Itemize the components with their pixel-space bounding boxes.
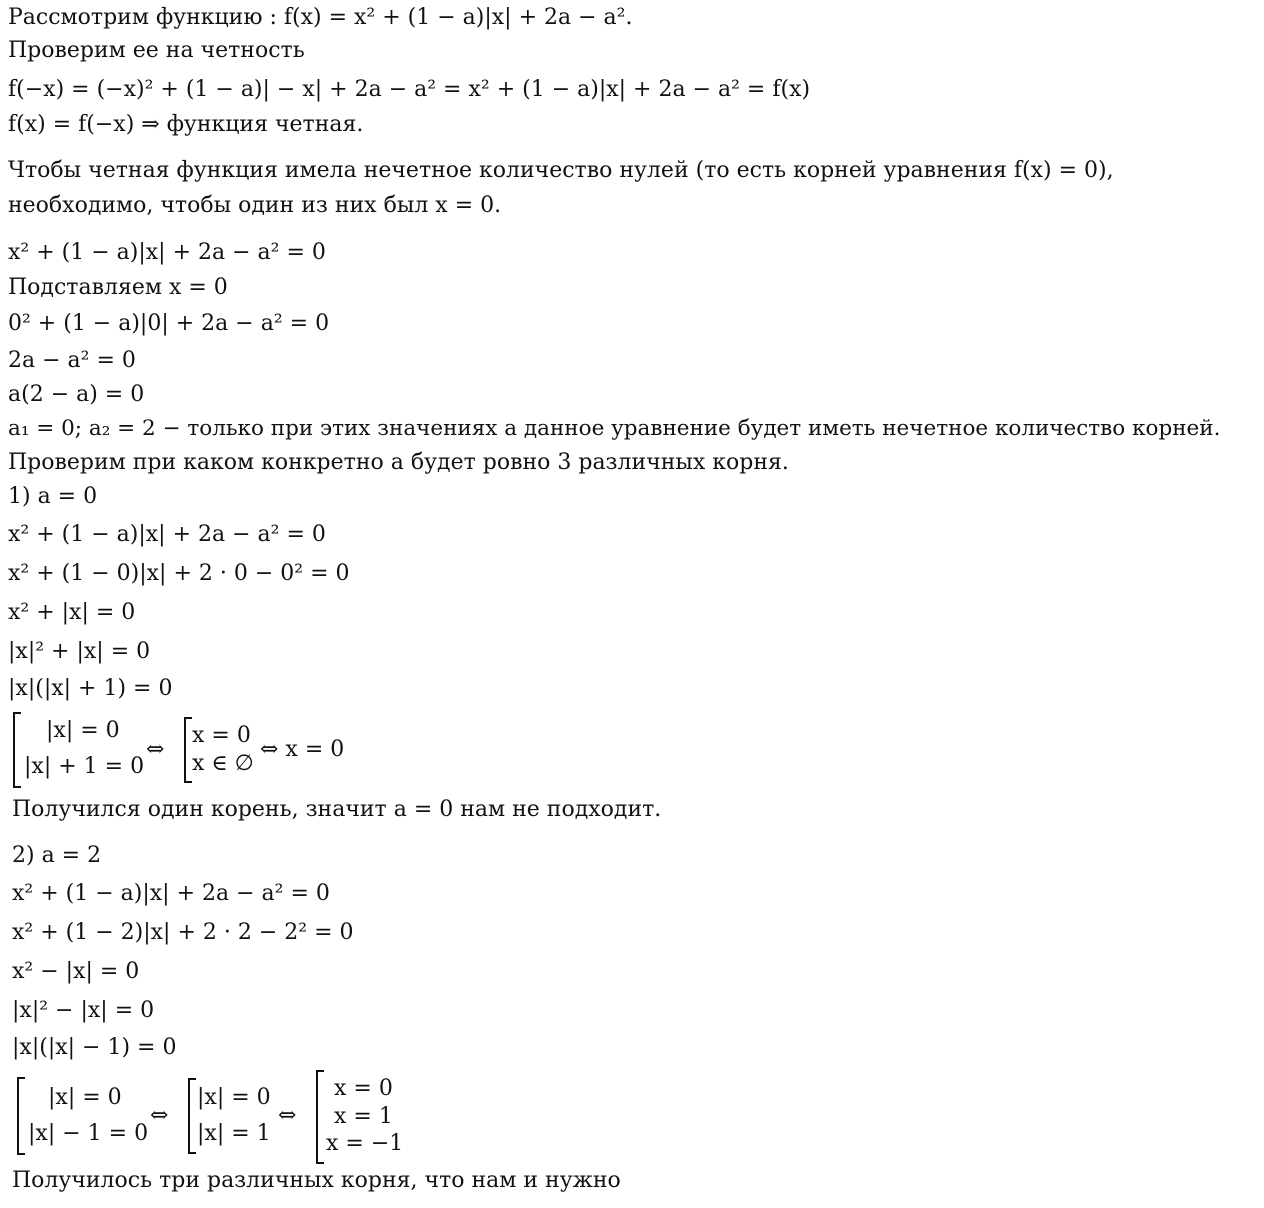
text-line: f(−x) = (−x)² + (1 − a)| − x| + 2a − a² = x² + (1 − a)|x| + 2a − a² = f(x) [8,77,811,102]
bracket [184,717,192,783]
system-row: x = 0 [192,723,251,748]
bracket [13,712,21,788]
bracket [188,1078,196,1154]
text-line: 0² + (1 − a)|0| + 2a − a² = 0 [8,311,330,336]
bracket [316,1070,324,1164]
equivalence-symbol: ⇔ [146,737,165,762]
bracket [17,1077,25,1155]
text-line: 1) a = 0 [8,484,98,509]
system-row: |x| = 0 [48,1085,122,1110]
text-line: f(x) = f(−x) ⇒ функция четная. [8,112,364,137]
text-line: |x|² + |x| = 0 [8,639,151,664]
system-row: x = 0 [334,1076,393,1101]
text-line: x² + (1 − 0)|x| + 2 · 0 − 0² = 0 [8,561,350,586]
equivalence-symbol: ⇔ [278,1103,297,1128]
system-row: |x| = 0 [46,718,120,743]
text-line: 2) a = 2 [12,843,102,868]
system-row: |x| + 1 = 0 [24,754,145,779]
text-line: Проверим ее на четность [8,38,305,63]
text-line: Проверим при каком конкретно а будет ровно 3 различных корня. [8,450,789,475]
text-line: x² + (1 − 2)|x| + 2 · 2 − 2² = 0 [12,920,354,945]
text-line: x² + (1 − a)|x| + 2a − a² = 0 [8,522,326,547]
text-line: x² + (1 − a)|x| + 2a − a² = 0 [12,881,330,906]
system-row: |x| = 1 [197,1121,271,1146]
text-line: x² − |x| = 0 [12,959,140,984]
text-line: Получился один корень, значит а = 0 нам не подходит. [12,797,662,822]
result-expression: ⇔ x = 0 [260,737,345,762]
text-line: Получилось три различных корня, что нам и нужно [12,1168,621,1193]
text-line: |x|(|x| − 1) = 0 [12,1035,177,1060]
equivalence-symbol: ⇔ [150,1103,169,1128]
text-line: Подставляем x = 0 [8,275,228,300]
text-line: 2a − a² = 0 [8,348,136,373]
text-line: |x|(|x| + 1) = 0 [8,676,173,701]
system-row: x = 1 [334,1104,393,1129]
system-row: |x| − 1 = 0 [28,1121,149,1146]
text-line: x² + |x| = 0 [8,600,136,625]
text-line: x² + (1 − a)|x| + 2a − a² = 0 [8,240,326,265]
text-line: a(2 − a) = 0 [8,382,145,407]
text-line: Чтобы четная функция имела нечетное количество нулей (то есть корней уравнения f(x) = 0), [8,158,1114,183]
text-line: |x|² − |x| = 0 [12,998,155,1023]
text-line: a₁ = 0; a₂ = 2 − только при этих значениях а данное уравнение будет иметь нечетное количество корней. [8,416,1221,441]
system-row: |x| = 0 [197,1085,271,1110]
system-row: x = −1 [326,1131,404,1156]
system-row: x ∈ ∅ [192,751,254,776]
text-line: необходимо, чтобы один из них был x = 0. [8,193,502,218]
text-line: Рассмотрим функцию : f(x) = x² + (1 − a)|x| + 2a − a². [8,5,633,30]
